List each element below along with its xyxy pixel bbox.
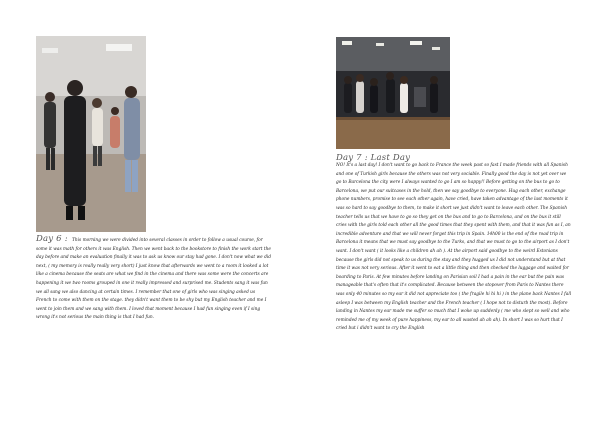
classroom-photo — [36, 36, 146, 232]
day6-body-text: This morning we were divided into several classes in order to follow a usual course, for some it was math for others it was English. Then we went back to the bookstore to finish the work start the day before and make an evaluation finally it was to ask us know our stay had gone. I don't now what we did next, ( my memory is really really very short) I just know that afterwards we went to a room it looked a lot like a cinema because the seats are what we find in the cinema and there was some were the concerts are happening it we two rooms grouped in one it really impressed and surprised me. Students sang it was fun we all sang we also dancing at certain times. I remember that one of girls who was singing asked us French to come with them on the stage. they didn't want them to be shy but my English teacher and me I went to join them and we sang with them. I loved that moment because I had fun singing even if I sing wrong it's not serious the main thing is that I had fun. — [36, 238, 271, 321]
day7-heading: Day 7 : Last Day — [336, 153, 411, 163]
concert-photo — [336, 37, 450, 149]
day6-heading: Day 6 : — [36, 234, 68, 244]
day7-body-text: NO! It's a last day! I don't want to go back to France the week past so fast I made friends with all Spanish and one of Turkish girls because the others was not very sociable. Finally good the day is not yet over we go to Barcelona the city were I always wanted to go I am so happy!! Before getting on the bus to go to Barcelona, we put our suitcases in the hold, then we say goodbye to everyone. Hug each other, exchange phone numbers, promise to see each other again, have cried, have taken advantage of the last moments it was so hard to say goodbye to them, to make it short we just didn't want to leave each other. The Spanish teacher tells us that we have to go so they get on the bus and to go to Barcelona, and on the bus it still cries with the girls told each other all the good times that they spent with them, and that it was fun as I, an incredible adventure and that we will never forget this trip in Spain. 14h00 is the end of the road trip in Barcelona it means that we must say goodbye to the Turks, and that we must to go to the airport as I don't want. I don't want ( it looks like a children ah ah ). At the airport said goodbye to the weird Estonians because the girls did not speak to us during the stay and they hugged us I did not understand but at that time it was not very serious. After it went to eat a little thing and then checked the luggage and waited for boarding to Paris. At few minutes before landing on Parisian soil I had a pain in the ear but the pain was manageable that's often that it's complicated. Because between the stopover from Paris to Nantes there was only 40 minutes so my ear it did not appreciate too ( the fragile hi hi hi ) in the plane back Nantes I fall asleep I was between my English teacher and the French teacher ( I hope not to disturb the most). Before landing in Nantes my ear made me suffer so much that I woke up suddenly ( me who slept so well and who reminded me of my week of pure happiness, my ear to all wasted ah ah ah). In short I was so hurt that I cried but i didn't want to cry the English — [336, 163, 572, 332]
concert-photo-drawing — [336, 37, 450, 149]
classroom-photo-drawing — [36, 36, 146, 232]
